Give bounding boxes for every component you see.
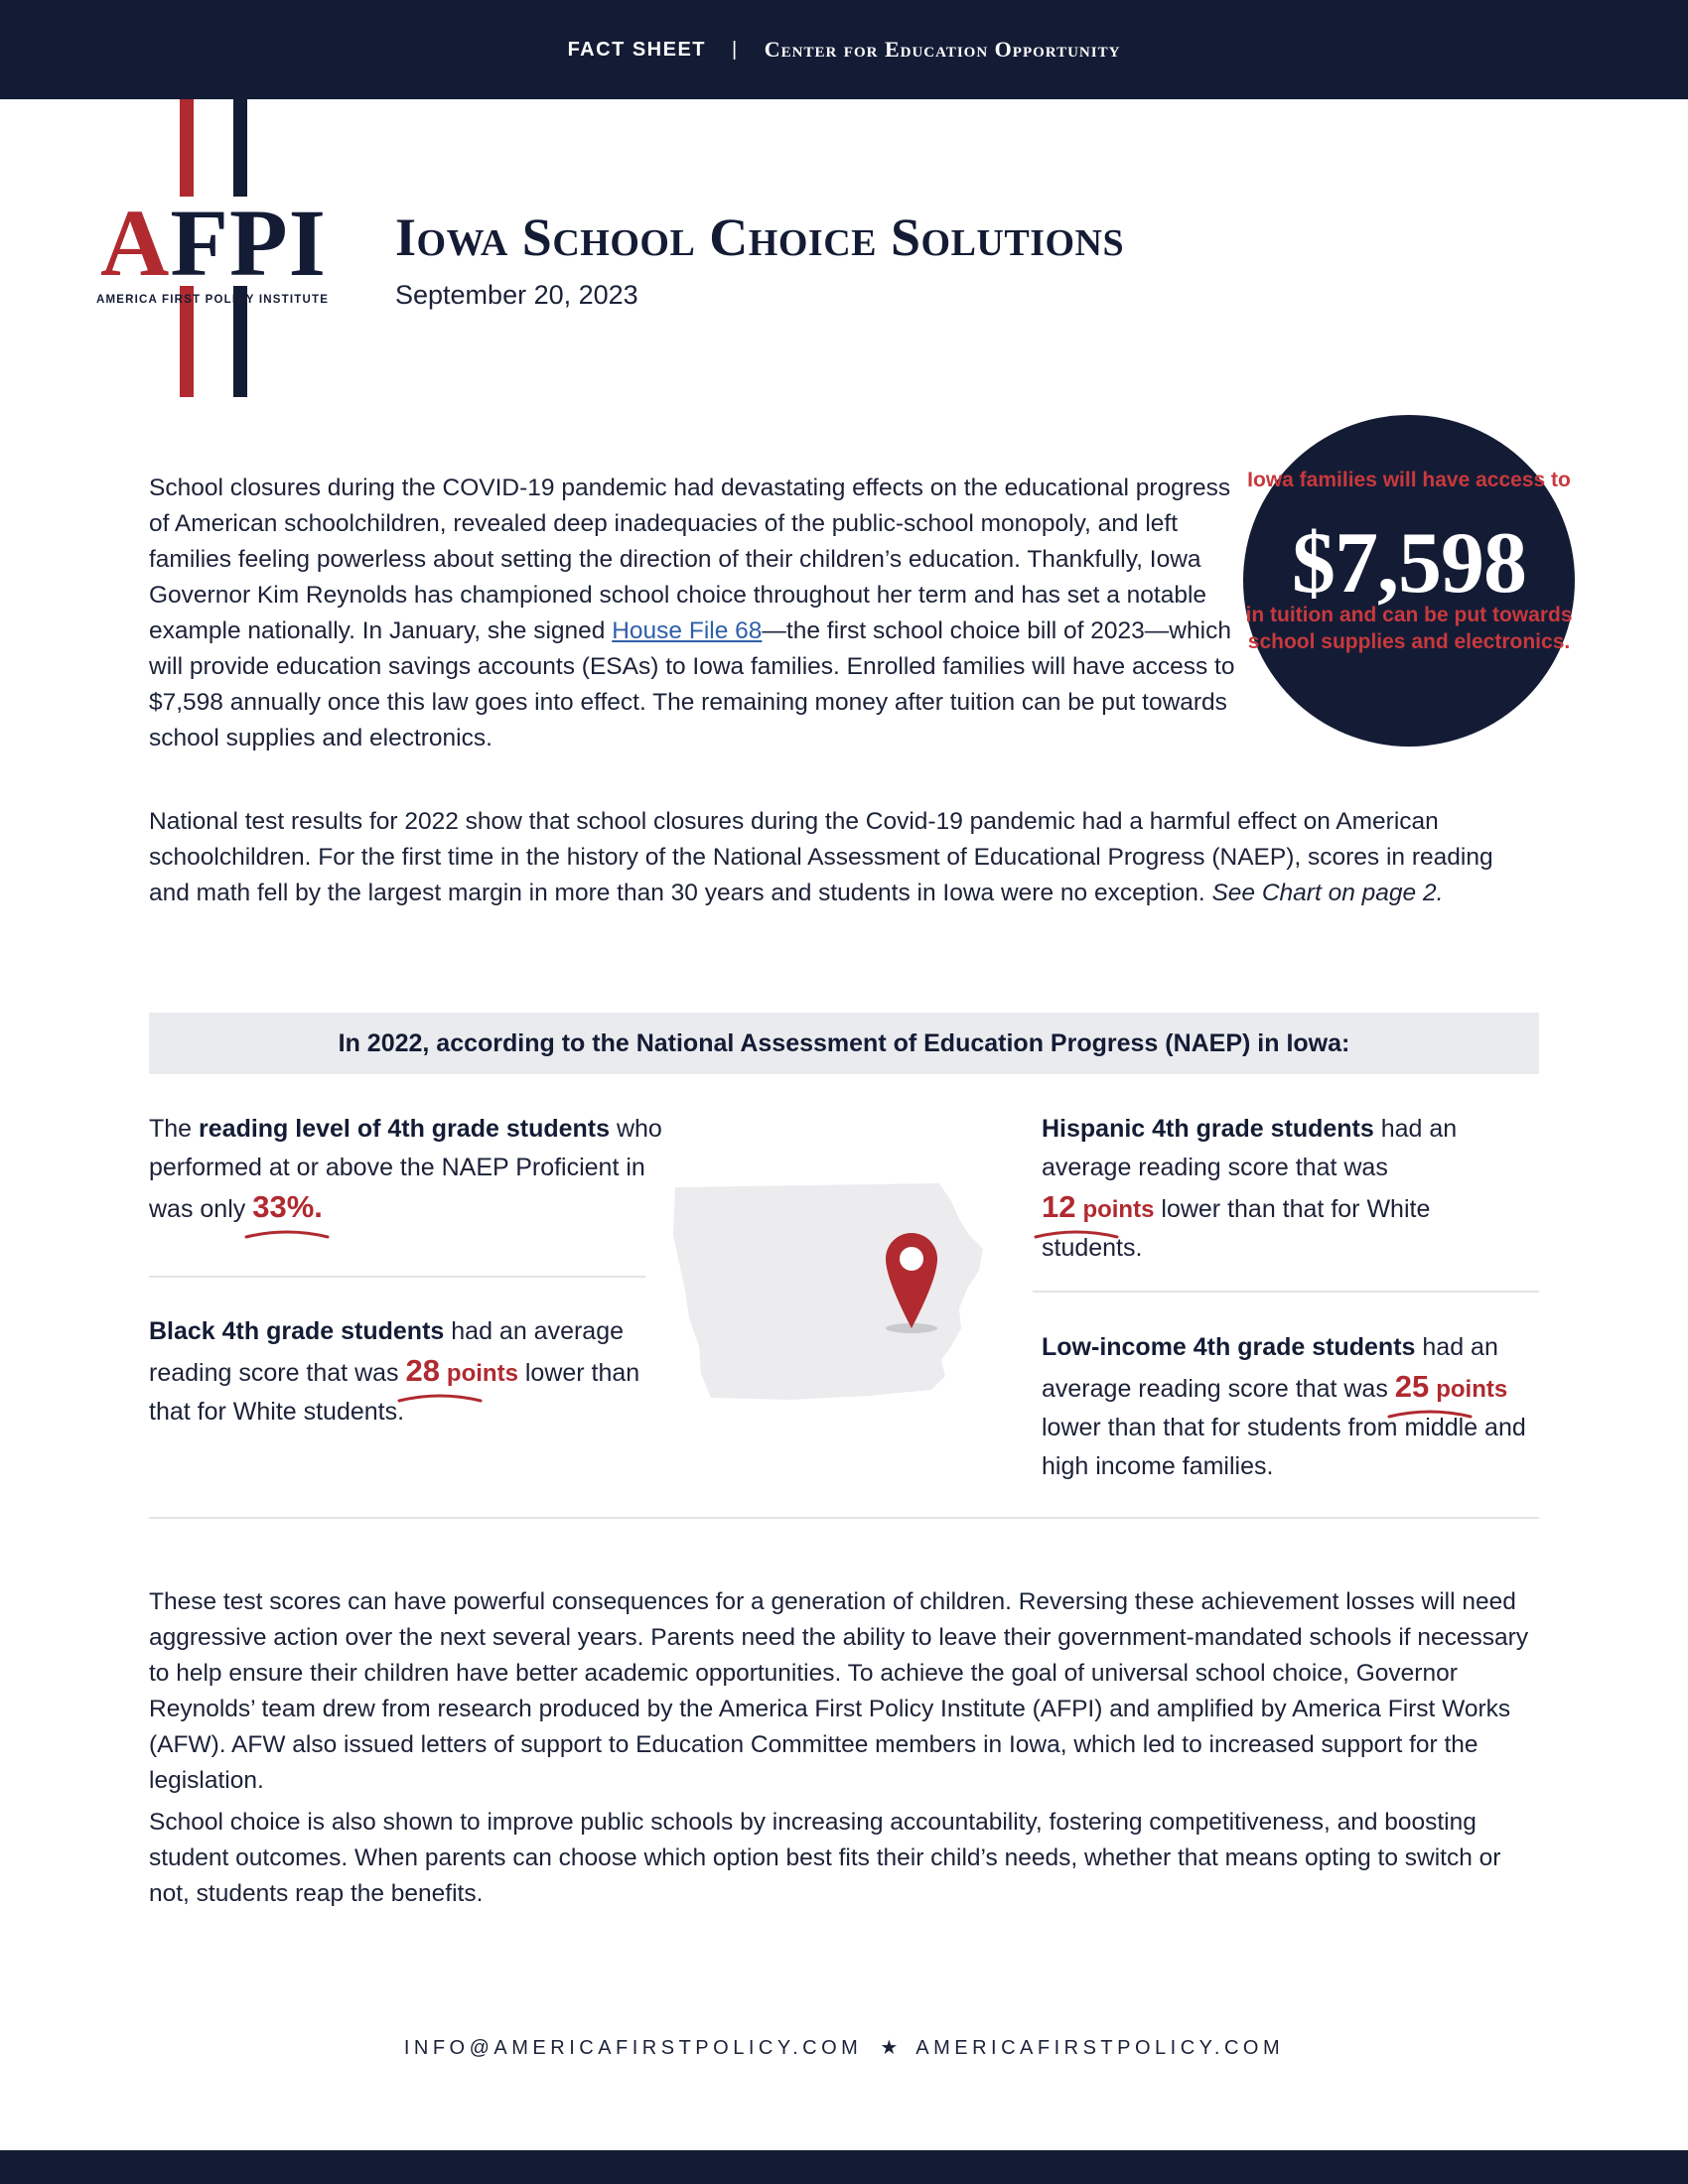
header-bar [0, 0, 1688, 99]
stat-unit: points [446, 1360, 518, 1387]
callout-amount: $7,598 [1292, 515, 1526, 612]
intro-paragraph: School closures during the COVID-19 pandemic had devastating effects on the educational progress of American schoolchildren, revealed deep inadequacies of the public-school monopoly, and left families feeling powerless about setting the direction of their children’s education. Thankfully, Iowa Governor Kim Reynolds has championed school choice throughout her term and has set a notable example nationally. In January, she signed House File 68—the first school choice bill of 2023—which will provide education savings accounts (ESAs) to Iowa families. Enrolled families will have access to $7,598 annually once this law goes into effect. The remaining money after tuition can be put towards school supplies and electronics. [149, 475, 1235, 751]
iowa-map-icon [671, 1179, 989, 1408]
funding-callout [1243, 415, 1575, 747]
org-name: Center for Education Opportunity [764, 37, 1121, 62]
stat-value: 28 [405, 1353, 440, 1388]
stat-hispanic-students: Hispanic 4th grade students had an average reading score that was 12 points lower than that for White students. [1042, 1110, 1469, 1268]
logo-ribbon-notch-icon [180, 379, 194, 397]
stat-low-income-students: Low-income 4th grade students had an average reading score that was 25 points lower than that for students from middle and high income families. [1042, 1333, 1526, 1480]
divider [149, 1517, 1539, 1519]
logo-letter-a: A [100, 190, 171, 296]
underline-swoosh-icon [242, 1225, 332, 1243]
school-choice-paragraph: School choice is also shown to improve public schools by increasing accountability, fostering competitiveness, and boosting student outcomes. When parents can choose which option best fits their child’s needs, whether that means opting to switch or not, students reap the benefits. [149, 1809, 1501, 1907]
stat-value: 33%. [252, 1189, 323, 1224]
logo-subtitle: AMERICA FIRST POLICY INSTITUTE [96, 294, 330, 306]
underline-swoosh-icon [1385, 1405, 1475, 1423]
page-title: Iowa School Choice Solutions [395, 207, 1125, 267]
underline-swoosh-icon [395, 1389, 485, 1407]
afpi-logo [94, 99, 352, 397]
footer-email[interactable]: INFO@AMERICAFIRSTPOLICY.COM [403, 2037, 863, 2059]
divider [149, 1276, 645, 1278]
naep-banner: In 2022, according to the National Assessment of Education Progress (NAEP) in Iowa: [149, 1013, 1539, 1074]
national-results-paragraph: National test results for 2022 show that school closures during the Covid-19 pandemic had a harmful effect on American schoolchildren. For the first time in the history of the National Assessment of Educational Progress (NAEP), scores in reading and math fell by the largest margin in more than 30 years and students in Iowa were no exception. See Chart on page 2. [149, 808, 1493, 906]
callout-line1: Iowa families will have access to [1247, 469, 1571, 491]
stat-unit: points [1082, 1196, 1155, 1223]
underline-swoosh-icon [1032, 1225, 1121, 1243]
footer-website[interactable]: AMERICAFIRSTPOLICY.COM [915, 2037, 1285, 2059]
publish-date: September 20, 2023 [395, 280, 638, 310]
logo-ribbon-notch-icon [233, 379, 247, 397]
callout-line2: in tuition and can be put towards school supplies and electronics. [1245, 604, 1573, 653]
stat-unit: points [1436, 1376, 1508, 1403]
logo-wordmark [94, 190, 352, 296]
header-separator: | [732, 38, 739, 61]
fact-sheet-label: FACT SHEET [567, 38, 707, 61]
footer-bar [0, 2150, 1688, 2184]
house-file-68-link[interactable]: House File 68 [612, 617, 763, 644]
stat-black-students: Black 4th grade students had an average reading score that was 28 points lower than that for White students. [149, 1317, 640, 1426]
divider [1033, 1291, 1539, 1293]
stat-value: 12 [1042, 1189, 1076, 1224]
chart-reference: See Chart on page 2. [1211, 880, 1444, 906]
star-icon: ★ [880, 2037, 899, 2059]
consequences-paragraph: These test scores can have powerful consequences for a generation of children. Reversing these achievement losses will need aggressive action over the next several years. Parents need the ability to leave their government-mandated schools if necessary to help ensure their children have better academic opportunities. To achieve the goal of universal school choice, Governor Reynolds’ team drew from research produced by the America First Policy Institute (AFPI) and amplified by America First Works (AFW). AFW also issued letters of support to Education Committee members in Iowa, which led to increased support for the legislation. [149, 1588, 1529, 1794]
footer-contact [0, 2035, 1688, 2060]
logo-letters-fpi: FPI [170, 190, 327, 296]
stat-reading-level: The reading level of 4th grade students who performed at or above the NAEP Proficient in was only 33%. [149, 1110, 665, 1229]
stat-value: 25 [1394, 1369, 1430, 1404]
